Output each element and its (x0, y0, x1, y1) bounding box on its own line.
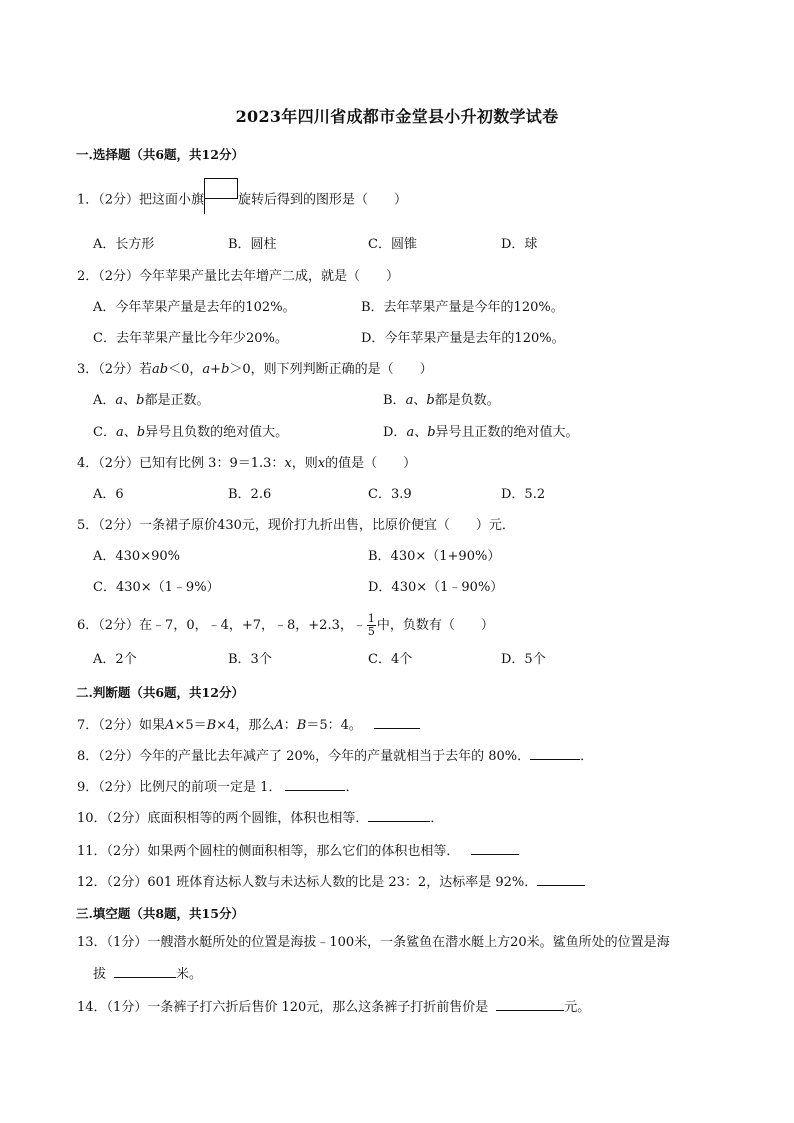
q2-option-d[interactable]: D．今年苹果产量是去年的120%。 (361, 331, 565, 346)
question-6: 6．（2分）在﹣7，0，﹣4，+7，﹣8，+2.3，﹣ $\frac{1}{5}$ 中，负数有（ ） (77, 612, 494, 638)
q3-option-c[interactable]: C．a、b异号且负数的绝对值大。 (93, 425, 289, 440)
q5-option-d[interactable]: D．430×（1﹣90%） (368, 580, 504, 595)
q6-option-d[interactable]: D．5个 (501, 652, 546, 667)
section-heading-choice: 一.选择题（共6题，共12分） (76, 147, 244, 162)
question-10: 10．（2分）底面积相等的两个圆锥，体积也相等． ． (77, 811, 444, 826)
question-13: 13．（1分）一艘潜水艇所处的位置是海拔﹣100米，一条鲨鱼在潜水艇上方20米。鲨鱼所处的位置是海 (77, 935, 670, 950)
section-heading-judge: 二.判断题（共6题，共12分） (76, 685, 244, 700)
q5-option-c[interactable]: C．430×（1﹣9%） (93, 580, 220, 595)
question-12: 12．（2分）601 班体育达标人数与未达标人数的比是 23：2，达标率是 92%． (77, 873, 585, 892)
q1-option-a[interactable]: A．长方形 (93, 237, 155, 252)
q5-option-b[interactable]: B．430×（1+90%） (368, 549, 501, 564)
q4-option-b[interactable]: B．2.6 (228, 487, 272, 502)
answer-blank-8[interactable] (530, 747, 580, 760)
question-9: 9．（2分）比例尺的前项一定是 1． ． (77, 780, 359, 795)
q1-option-b[interactable]: B．圆柱 (228, 237, 277, 252)
q5-option-a[interactable]: A．430×90% (93, 549, 180, 564)
fraction: $\frac{1}{5}$ (367, 612, 375, 638)
q6-option-c[interactable]: C．4个 (368, 652, 413, 667)
answer-blank-14[interactable] (496, 998, 564, 1011)
section-heading-fill: 三.填空题（共8题，共15分） (76, 906, 244, 921)
question-7: 7．（2分）如果A×5＝B×4，那么A：B＝5：4。 (77, 716, 420, 735)
question-3: 3．（2分）若ab＜0，a+b＞0，则下列判断正确的是（ ） (77, 362, 433, 377)
question-13-line2: 拔 米。 (93, 967, 203, 982)
answer-blank-7[interactable] (374, 716, 420, 729)
page-title: 2023年四川省成都市金堂县小升初数学试卷 (235, 107, 559, 126)
answer-blank-12[interactable] (537, 873, 585, 886)
q4-option-a[interactable]: A．6 (93, 487, 124, 502)
q2-option-a[interactable]: A．今年苹果产量是去年的102%。 (93, 300, 296, 315)
q6-option-a[interactable]: A．2个 (93, 652, 137, 667)
q3-option-b[interactable]: B．a、b都是负数。 (383, 393, 500, 408)
question-4: 4．（2分）已知有比例 3：9＝1.3：x，则x的值是（ ） (77, 456, 417, 471)
q1-option-c[interactable]: C．圆锥 (368, 237, 417, 252)
q3-option-d[interactable]: D．a、b异号且正数的绝对值大。 (383, 425, 579, 440)
q4-option-d[interactable]: D．5.2 (501, 487, 546, 502)
answer-blank-9[interactable] (285, 778, 345, 791)
q2-option-c[interactable]: C．去年苹果产量比今年少20%。 (93, 331, 288, 346)
question-2: 2．（2分）今年苹果产量比去年增产二成，就是（ ） (77, 269, 400, 284)
answer-blank-10[interactable] (368, 809, 430, 822)
question-8: 8．（2分）今年的产量比去年减产了 20%，今年的产量就相当于去年的 80%． ． (77, 749, 594, 764)
answer-blank-13[interactable] (114, 965, 176, 978)
question-14: 14．（1分）一条裤子打六折后售价 120元，那么这条裤子打折前售价是 元。 (77, 1000, 591, 1015)
flag-figure-icon (204, 190, 238, 210)
q3-option-a[interactable]: A．a、b都是正数。 (93, 393, 210, 408)
q1-option-d[interactable]: D．球 (501, 237, 538, 252)
q6-option-b[interactable]: B．3个 (228, 652, 272, 667)
question-1: 1．（2分）把这面小旗 旋转后得到的图形是（ ） (77, 190, 407, 210)
question-5: 5．（2分）一条裙子原价430元，现价打九折出售，比原价便宜（ ）元． (77, 518, 515, 533)
q4-option-c[interactable]: C．3.9 (368, 487, 412, 502)
answer-blank-11[interactable] (471, 842, 519, 855)
q2-option-b[interactable]: B．去年苹果产量是今年的120%。 (361, 300, 564, 315)
question-11: 11．（2分）如果两个圆柱的侧面积相等，那么它们的体积也相等． (77, 842, 519, 861)
